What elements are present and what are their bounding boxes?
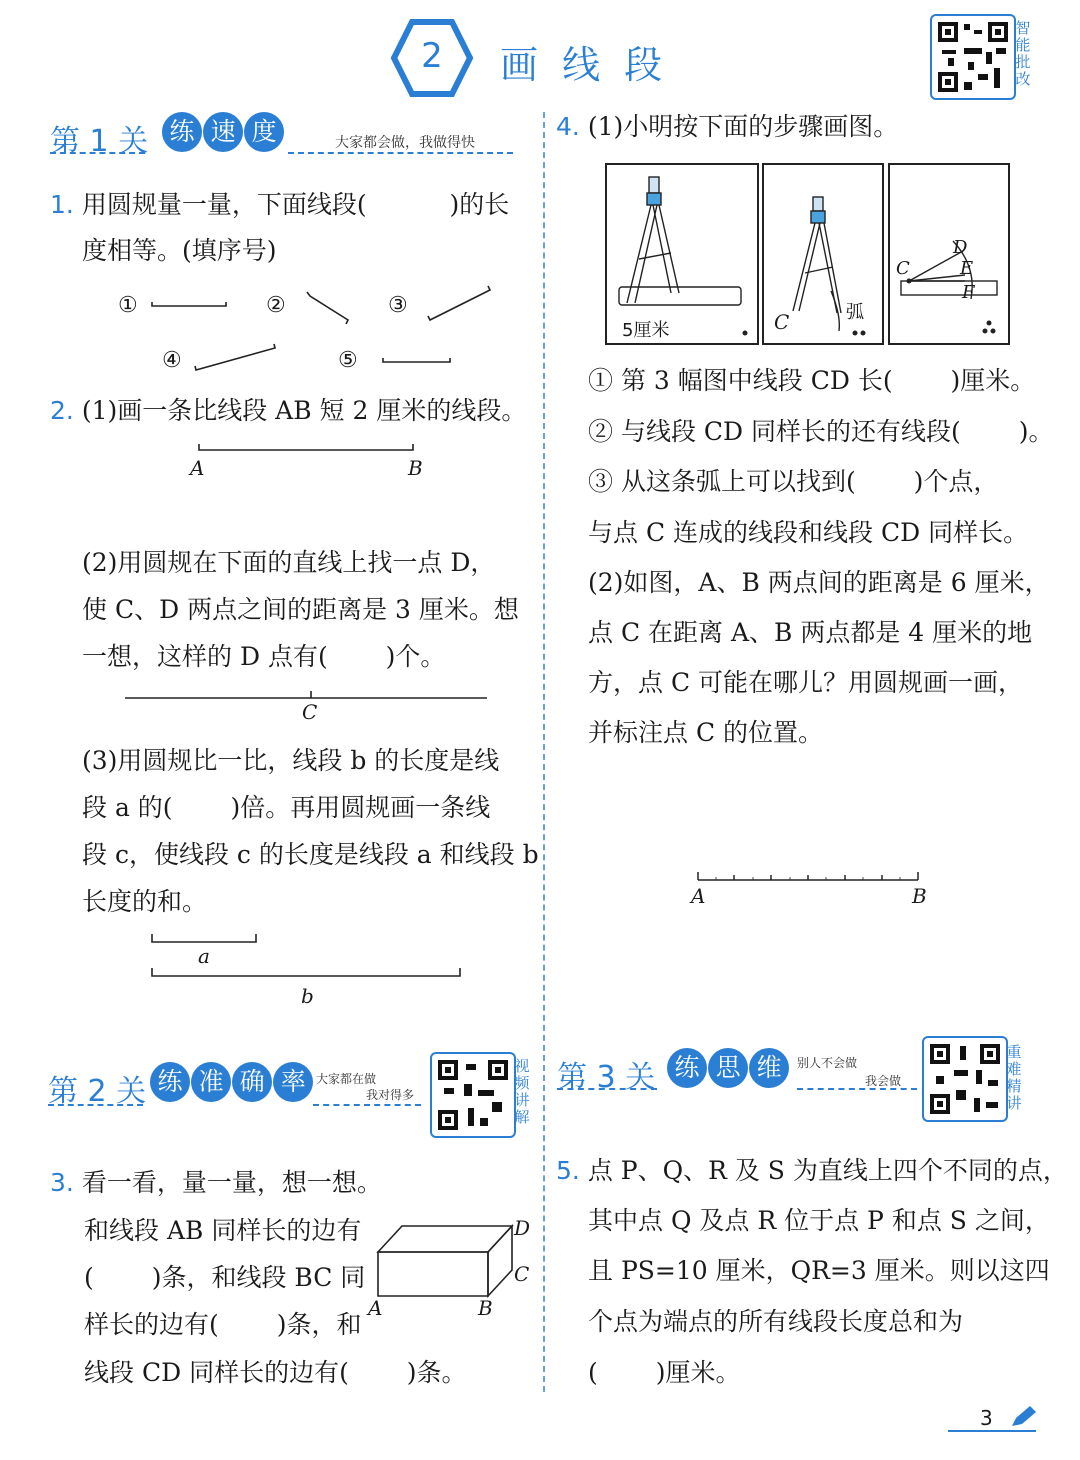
level3-tag-char: 练 [667,1048,707,1088]
segment-5 [383,358,450,362]
level2-tag-char: 确 [232,1062,272,1102]
fig1-measure-label: 5厘米 [622,320,670,341]
page-number: 3 [980,1406,993,1430]
q5-text-2: 其中点 Q 及点 R 位于点 P 和点 S 之间， [588,1206,1050,1235]
q4-p1 [556,114,898,139]
cuboid-label-a: A [368,1296,383,1320]
q1-segments [140,280,540,380]
q5-line1 [556,1158,1068,1183]
level1-label: 第 1 关 [50,124,149,159]
level2-tag-char: 练 [150,1062,190,1102]
q1-number: 1. [50,190,74,219]
level3-slogan-2: 我会做 [865,1074,902,1088]
cuboid-label-b: B [478,1296,493,1320]
point-c-label: C [302,700,318,724]
q2-p3-line1: (3)用圆规比一比，线段 b 的长度是线 [82,746,500,775]
qr-label-key-points: 重难精讲 [1006,1043,1022,1112]
qr-code-key-points[interactable] [922,1036,1008,1122]
segment-1 [152,302,226,306]
q1-label-4: ④ [162,348,182,373]
level1-tag-char: 练 [162,112,202,152]
level3-tag-char: 思 [708,1048,748,1088]
q2-p1 [50,398,526,423]
q4-p1-text: (1)小明按下面的步骤画图。 [587,112,899,141]
q4-point-b: B [912,884,927,908]
level3-tag-char: 维 [749,1048,789,1088]
cuboid-label-c: C [514,1262,530,1286]
level2-slogan-2: 我对得多 [366,1088,415,1102]
q2-p2-line1: (2)用圆规在下面的直线上找一点 D， [82,548,496,577]
point-a-label: A [190,456,205,480]
level1-banner [50,112,530,162]
q1-label-3: ③ [388,293,408,318]
fig3-point-c: C [896,258,910,279]
qr-label-video: 视频讲解 [514,1057,530,1126]
q3-title-text: 看一看，量一量，想一想。 [81,1168,382,1197]
segment-ab-ruler [694,868,934,888]
level2-tag-char: 率 [273,1062,313,1102]
q5-text-4: 个点为端点的所有线段长度总和为 [588,1307,964,1336]
segment-2 [307,292,348,324]
q2-p1-text: (1)画一条比线段 AB 短 2 厘米的线段。 [81,396,527,425]
column-divider [543,112,545,1392]
level1-tag-char: 度 [244,112,284,152]
q4-number: 4. [556,112,580,141]
segment-ab [195,440,435,460]
q4-s1: ① 第 3 幅图中线段 CD 长( )厘米。 [588,366,1036,395]
q3-line4: 线段 CD 同样长的边有( )条。 [84,1358,467,1387]
point-b-label: B [408,456,423,480]
q5-text-5: ( )厘米。 [588,1358,741,1387]
level3-banner [557,1046,927,1098]
page-number-underline [948,1430,1036,1432]
q2-p3-line4: 长度的和。 [82,887,208,916]
fig3-point-f: F [962,282,975,303]
q3-number: 3. [50,1168,74,1197]
q2-p3-line2: 段 a 的( )倍。再用圆规画一条线 [82,793,491,822]
q3-line3: 样长的边有( )条，和 [84,1310,362,1339]
q5-text-3: 且 PS=10 厘米，QR=3 厘米。则以这四 [588,1256,1050,1285]
q2-p2-line2: 使 C、D 两点之间的距离是 3 厘米。想 [82,595,519,624]
fig2-point-c: C [774,310,790,334]
q2-p2-line3: 一想，这样的 D 点有( )个。 [82,642,446,671]
segment-a-label: a [198,944,210,968]
level1-slogan: 大家都会做，我做得快 [335,135,475,151]
q4-p2-line4: 并标注点 C 的位置。 [588,718,824,747]
q4-s3-line1: ③ 从这条弧上可以找到( )个点， [588,467,999,496]
q2-number: 2. [50,396,74,425]
fig2-arc-label: 弧 [846,302,864,323]
segment-b [152,968,460,976]
q4-s2: ② 与线段 CD 同样长的还有线段( )。 [588,417,1054,446]
q5-number: 5. [556,1156,580,1185]
level1-tag-char: 速 [203,112,243,152]
segment-b-label: b [301,984,314,1008]
level2-tag-char: 准 [191,1062,231,1102]
lesson-header [392,18,722,98]
lesson-number: 2 [421,36,443,76]
q3-title [50,1170,382,1195]
segment-a [152,934,256,942]
pencil-icon [1008,1404,1038,1430]
segment-3 [428,286,490,320]
level2-label: 第 2 关 [48,1074,147,1109]
cuboid-label-d: D [514,1216,531,1240]
segment-4 [195,344,275,370]
level3-slogan-1: 别人不会做 [797,1056,858,1070]
level2-slogan-1: 大家都在做 [316,1072,377,1086]
q2-p3-line3: 段 c，使线段 c 的长度是线段 a 和线段 b [82,840,539,869]
q3-line1: 和线段 AB 同样长的边有 [84,1216,362,1245]
q4-p2-line3: 方，点 C 可能在哪儿？用圆规画一画， [588,668,1024,697]
q1-label-1: ① [118,293,138,318]
q1-line1 [50,192,509,217]
q4-p2-line2: 点 C 在距离 A、B 两点都是 4 厘米的地 [588,618,1033,647]
qr-label-grading: 智能批改 [1015,19,1031,88]
cuboid-figure [372,1218,532,1308]
q1-text-2: 度相等。(填序号) [82,236,277,265]
q4-p2-line1: (2)如图，A、B 两点间的距离是 6 厘米， [588,568,1050,597]
q4-s3-line2: 与点 C 连成的线段和线段 CD 同样长。 [588,518,1029,547]
q5-text-1: 点 P、Q、R 及 S 为直线上四个不同的点， [587,1156,1068,1185]
qr-code-video[interactable] [430,1052,516,1138]
page-title: 画 线 段 [500,43,669,87]
level2-banner [48,1060,428,1112]
fig3-point-d: D [953,237,968,258]
q1-label-2: ② [266,293,286,318]
level3-label: 第 3 关 [557,1060,656,1095]
q1-label-5: ⑤ [338,348,358,373]
q3-line2: ( )条，和线段 BC 同 [84,1263,366,1292]
qr-code-grading[interactable] [930,14,1016,100]
q4-point-a: A [691,884,706,908]
q1-text-1: 用圆规量一量，下面线段( )的长 [81,190,510,219]
fig3-point-e: E [960,258,974,279]
